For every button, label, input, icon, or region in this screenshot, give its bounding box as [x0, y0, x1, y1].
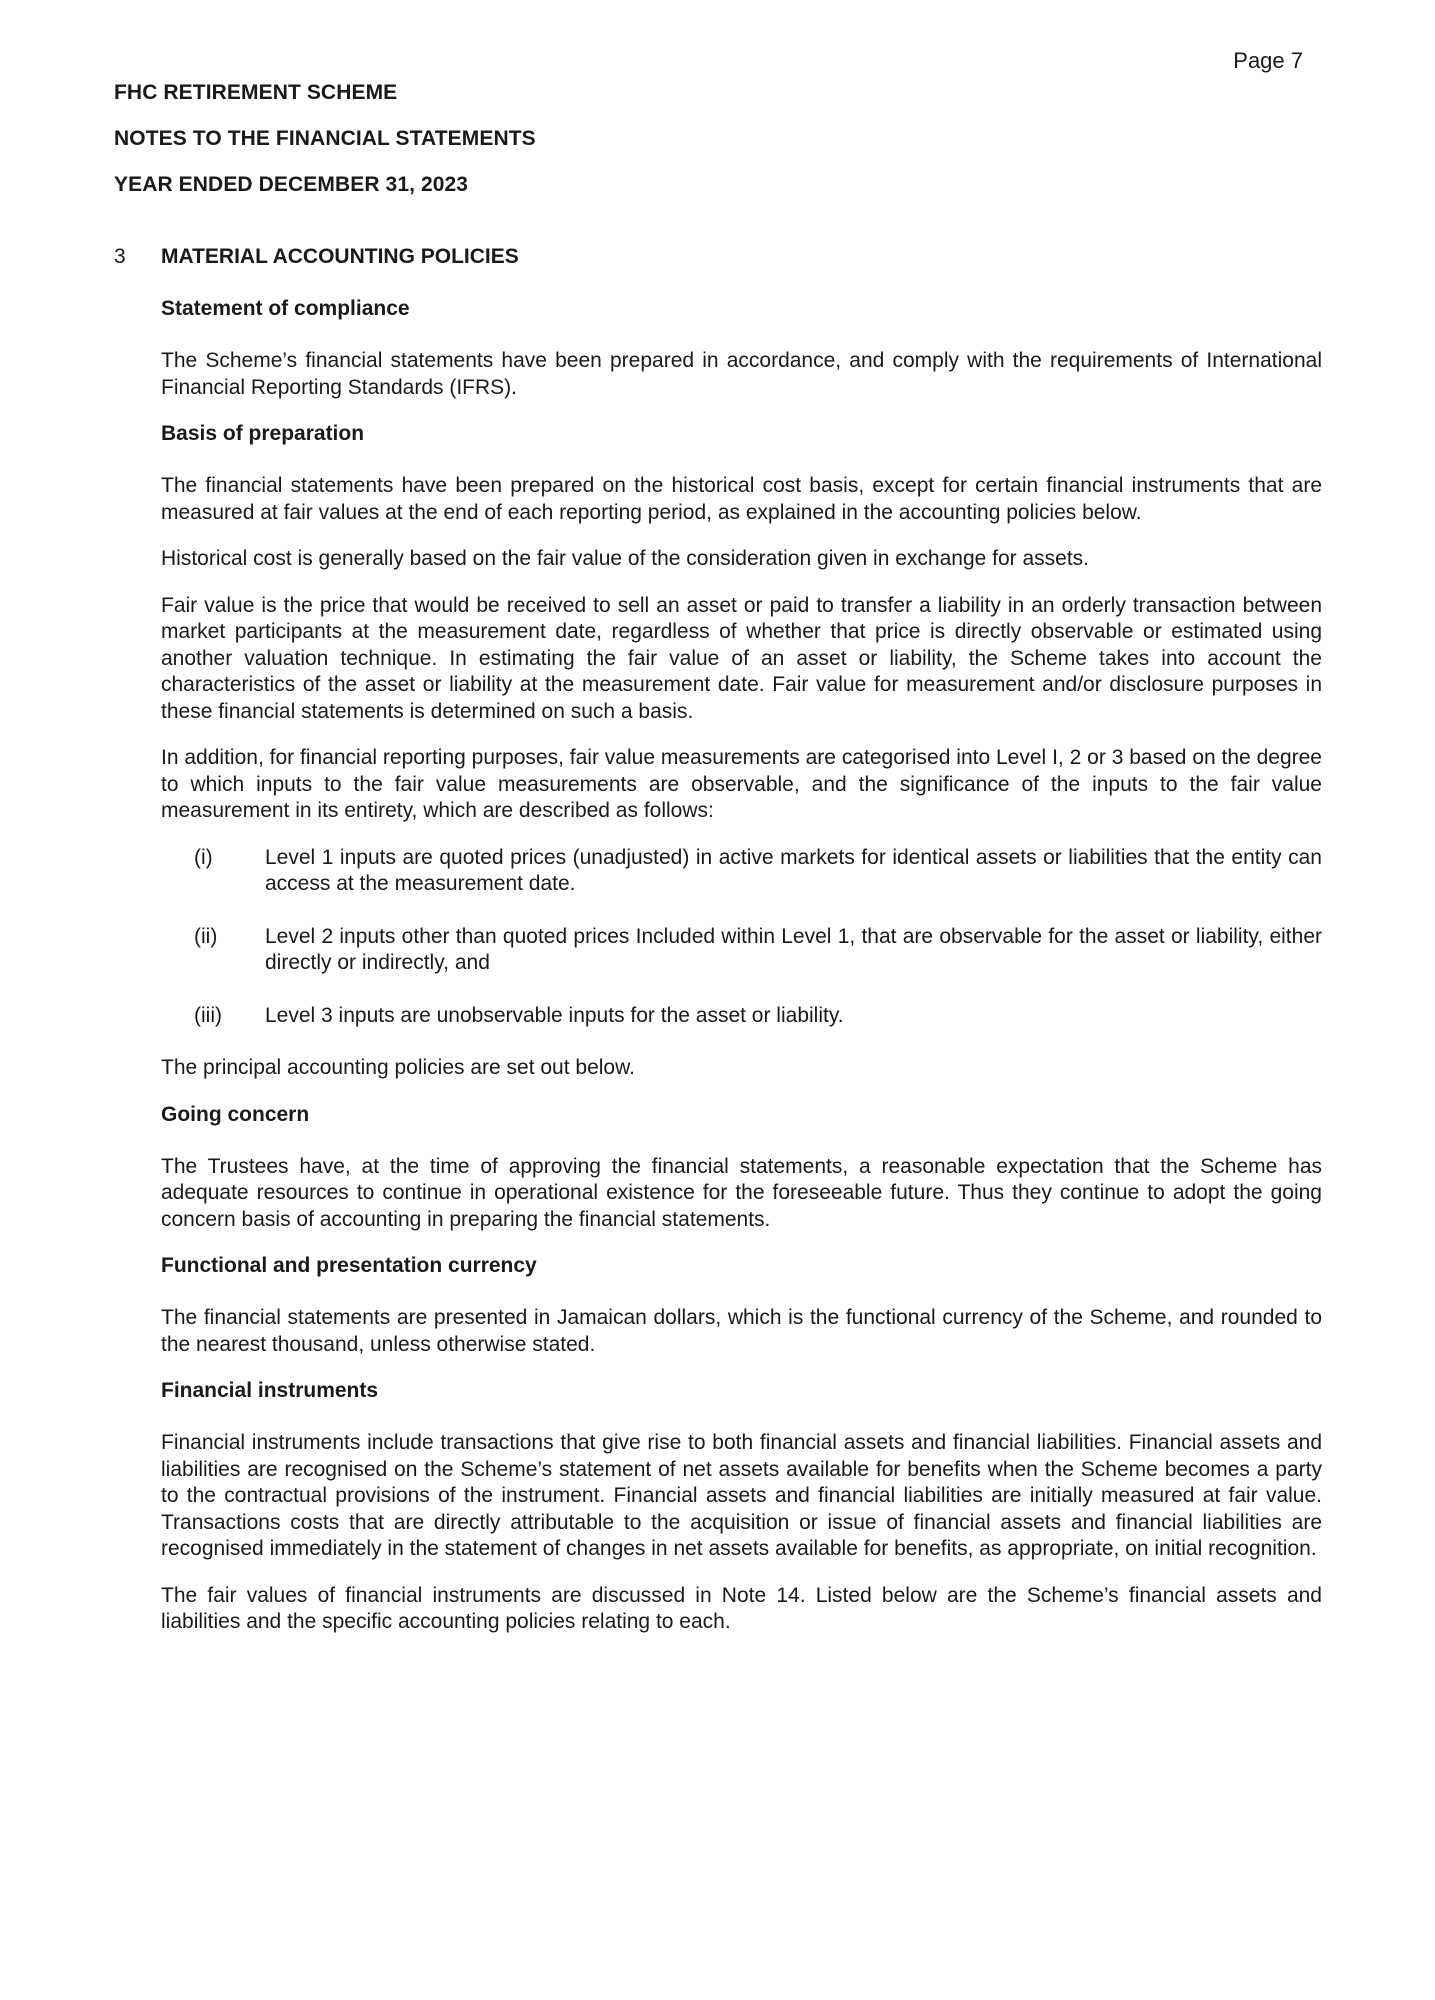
- compliance-heading: Statement of compliance: [161, 297, 410, 320]
- list-text: Level 1 inputs are quoted prices (unadjusted) in active markets for identical assets or liabilities that the entity can access at the measurement date.: [265, 845, 1322, 895]
- fair-value-levels-list: [161, 845, 1322, 1030]
- instruments-paragraph-1: Financial instruments include transactions that give rise to both financial assets and financial liabilities. Financial assets and liabilities are recognised on the Scheme’s statement of net assets available for benefits when the Scheme becomes a party to the contractual provisions of the instrument. Financial assets and financial liabilities are initially measured at fair value. Transactions costs that are directly attributable to the acquisition or issue of financial assets and financial liabilities are recognised immediately in the statement of changes in net assets available for benefits, as appropriate, on initial recognition.: [161, 1431, 1322, 1560]
- compliance-paragraph: The Scheme’s financial statements have been prepared in accordance, and comply with the requirements of International Financial Reporting Standards (IFRS).: [161, 349, 1322, 399]
- section-title: MATERIAL ACCOUNTING POLICIES: [161, 245, 519, 268]
- going-concern-heading: Going concern: [161, 1102, 310, 1126]
- basis-paragraph-5: The principal accounting policies are set out below.: [161, 1056, 635, 1079]
- section-material-accounting-policies: [114, 244, 1322, 1656]
- list-marker: (ii): [194, 924, 218, 948]
- list-marker: (i): [194, 845, 213, 869]
- list-item: [161, 1003, 1322, 1030]
- basis-paragraph-4: In addition, for financial reporting purposes, fair value measurements are categorised into Level I, 2 or 3 based on the degree to which inputs to the fair value measurements are observable, and the significance of the inputs to the fair value measurement in its entirety, which are described as follows:: [161, 746, 1322, 822]
- section-number: 3: [114, 245, 126, 268]
- document-header: [114, 80, 536, 218]
- basis-paragraph-1: The financial statements have been prepared on the historical cost basis, except for certain financial instruments that are measured at fair values at the end of each reporting period, as explained in the accounting policies below.: [161, 474, 1322, 524]
- basis-paragraph-2: Historical cost is generally based on the fair value of the consideration given in exchange for assets.: [161, 547, 1090, 570]
- list-text: Level 2 inputs other than quoted prices Included within Level 1, that are observable for the asset or liability, either directly or indirectly, and: [265, 924, 1322, 974]
- currency-paragraph: The financial statements are presented in Jamaican dollars, which is the functional currency of the Scheme, and rounded to the nearest thousand, unless otherwise stated.: [161, 1306, 1322, 1356]
- document-title: NOTES TO THE FINANCIAL STATEMENTS: [114, 127, 536, 150]
- section-content: [161, 296, 1322, 1636]
- instruments-paragraph-2: The fair values of financial instruments are discussed in Note 14. Listed below are the Scheme’s financial assets and liabilities and the specific accounting policies relating to each.: [161, 1583, 1322, 1633]
- reporting-period: YEAR ENDED DECEMBER 31, 2023: [114, 173, 469, 196]
- currency-heading: Functional and presentation currency: [161, 1254, 537, 1277]
- page-number: Page 7: [1233, 48, 1303, 73]
- list-marker: (iii): [194, 1003, 222, 1027]
- organization-name: FHC RETIREMENT SCHEME: [114, 81, 398, 104]
- basis-heading: Basis of preparation: [161, 422, 365, 445]
- list-item: [161, 845, 1322, 898]
- section-heading: [114, 244, 1322, 270]
- basis-paragraph-3: Fair value is the price that would be received to sell an asset or paid to transfer a liability in an orderly transaction between market participants at the measurement date, regardless of whether that price is directly observable or estimated using another valuation technique. In estimating the fair value of an asset or liability, the Scheme takes into account the characteristics of the asset or liability at the measurement date. Fair value for measurement and/or disclosure purposes in these financial statements is determined on such a basis.: [161, 593, 1322, 723]
- instruments-heading: Financial instruments: [161, 1379, 379, 1402]
- going-concern-paragraph: The Trustees have, at the time of approving the financial statements, a reasonable expectation that the Scheme has adequate resources to continue in operational existence for the foreseeable future. Thus they continue to adopt the going concern basis of accounting in preparing the financial statements.: [161, 1154, 1322, 1231]
- list-item: [161, 924, 1322, 977]
- list-text: Level 3 inputs are unobservable inputs for the asset or liability.: [265, 1003, 844, 1027]
